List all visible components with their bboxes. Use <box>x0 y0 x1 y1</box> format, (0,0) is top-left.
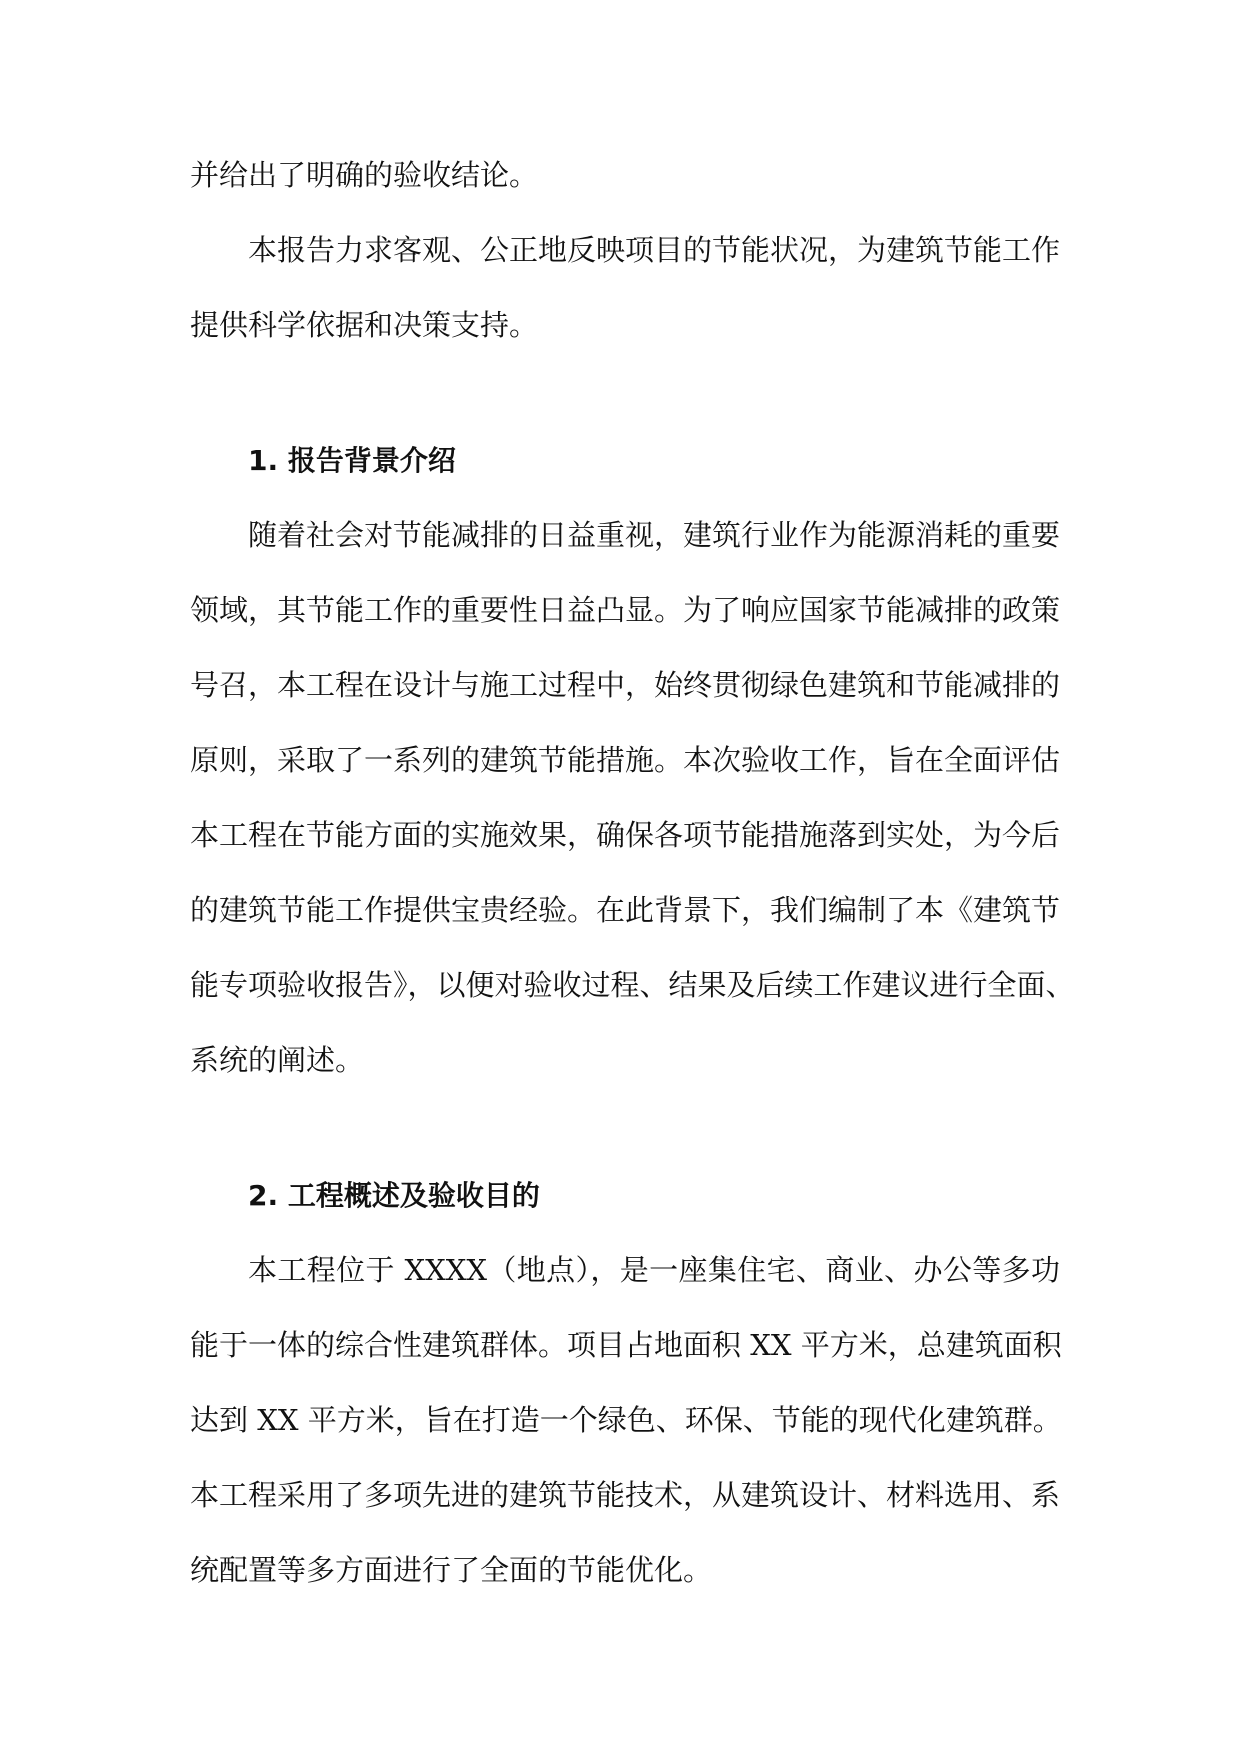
text-line: 号召，本工程在设计与施工过程中，始终贯彻绿色建筑和节能减排的 <box>190 668 1061 702</box>
paragraph-section-1 <box>190 498 1075 1098</box>
text-line: 的建筑节能工作提供宝贵经验。在此背景下，我们编制了本《建筑节 <box>190 893 1061 927</box>
text-line: 领域，其节能工作的重要性日益凸显。为了响应国家节能减排的政策 <box>190 593 1061 627</box>
text-line: 原则，采取了一系列的建筑节能措施。本次验收工作，旨在全面评估 <box>190 743 1061 777</box>
text-line: 提供科学依据和决策支持。 <box>190 308 539 342</box>
text-line: 并给出了明确的验收结论。 <box>190 158 539 192</box>
paragraph-intro-end <box>190 138 1060 213</box>
paragraph-intro-2 <box>190 213 1060 363</box>
text-line: 能于一体的综合性建筑群体。项目占地面积 XX 平方米，总建筑面积 <box>190 1328 1062 1362</box>
section-gap <box>190 1098 1060 1158</box>
section-gap <box>190 363 1060 423</box>
paragraph-section-2 <box>190 1233 1060 1608</box>
text-line: 统配置等多方面进行了全面的节能优化。 <box>190 1553 713 1587</box>
document-body <box>190 138 1075 1608</box>
text-line: 能专项验收报告》，以便对验收过程、结果及后续工作建议进行全面、 <box>190 968 1075 1002</box>
text-line: 系统的阐述。 <box>190 1043 365 1077</box>
section-heading-2: 2. 工程概述及验收目的 <box>248 1179 540 1212</box>
text-line: 达到 XX 平方米，旨在打造一个绿色、环保、节能的现代化建筑群。 <box>190 1403 1062 1437</box>
text-line: 本工程采用了多项先进的建筑节能技术，从建筑设计、材料选用、系 <box>190 1478 1061 1512</box>
text-line: 本报告力求客观、公正地反映项目的节能状况，为建筑节能工作 <box>248 233 1061 267</box>
text-line: 本工程位于 XXXX（地点），是一座集住宅、商业、办公等多功 <box>248 1253 1060 1287</box>
section-heading-1: 1. 报告背景介绍 <box>248 444 456 477</box>
text-line: 随着社会对节能减排的日益重视，建筑行业作为能源消耗的重要 <box>248 518 1061 552</box>
text-line: 本工程在节能方面的实施效果，确保各项节能措施落到实处，为今后 <box>190 818 1061 852</box>
